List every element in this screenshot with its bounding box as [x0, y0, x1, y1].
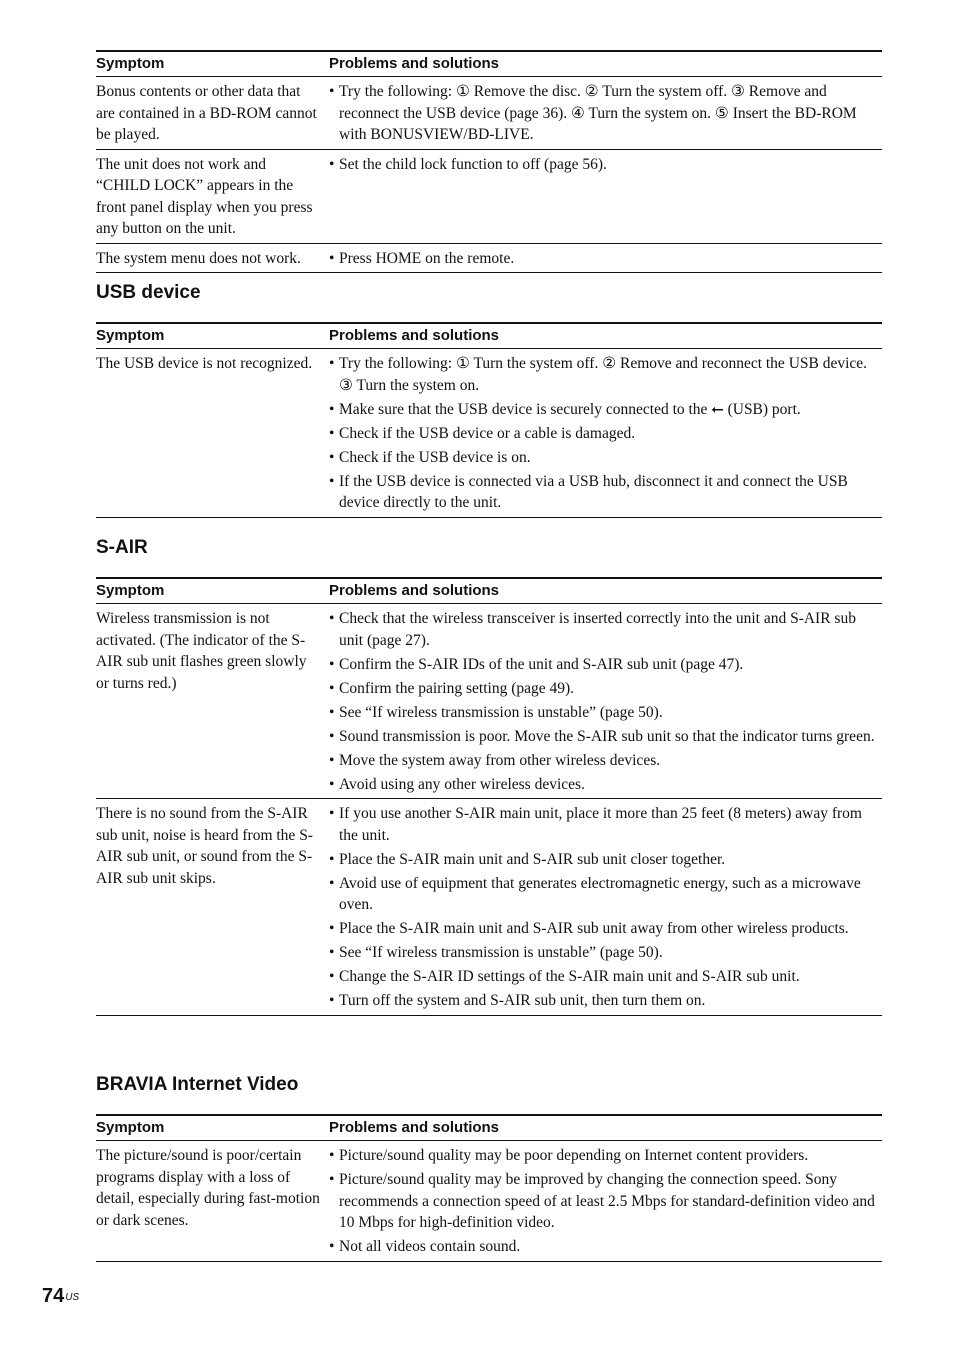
- symptom-header: Symptom: [96, 323, 329, 349]
- page-number: [42, 1283, 79, 1309]
- solutions-list: [329, 154, 876, 176]
- list-item: • Picture/sound quality may be improved by changing the connection speed. Sony recommends a connection speed of at least 2.5 Mbps for standard-definition video and 10 Mbps for high-definition video.: [329, 1169, 876, 1234]
- symptom-header: Symptom: [96, 1115, 329, 1141]
- solutions-header: Problems and solutions: [329, 1115, 882, 1141]
- page-region: US: [65, 1292, 80, 1303]
- table-row: [96, 243, 882, 273]
- section-title-bravia-internet-video: BRAVIA Internet Video: [96, 1074, 299, 1095]
- symptom-cell: Bonus contents or other data that are contained in a BD-ROM cannot be played.: [96, 77, 329, 150]
- solutions-header: Problems and solutions: [329, 578, 882, 604]
- solutions-list: [329, 803, 876, 1012]
- symptom-cell: The USB device is not recognized.: [96, 349, 329, 518]
- table-header-row: [96, 323, 882, 349]
- table-header-row: [96, 51, 882, 77]
- list-item: • Press HOME on the remote.: [329, 248, 876, 270]
- symptom-cell: The picture/sound is poor/certain programs display with a loss of detail, especially during fast-motion or dark scenes.: [96, 1141, 329, 1262]
- page-number-value: 74: [42, 1285, 65, 1307]
- list-item: • Turn off the system and S-AIR sub unit, then turn them on.: [329, 990, 876, 1012]
- solutions-cell: [329, 1141, 882, 1262]
- table-header-row: [96, 1115, 882, 1141]
- solutions-cell: [329, 77, 882, 150]
- solutions-header: Problems and solutions: [329, 323, 882, 349]
- list-item: • Try the following: ① Turn the system off. ② Remove and reconnect the USB device. ③ Turn the system on.: [329, 353, 876, 396]
- solutions-cell: [329, 243, 882, 273]
- solutions-list: [329, 1145, 876, 1258]
- table-header-row: [96, 578, 882, 604]
- symptom-cell: The unit does not work and “CHILD LOCK” appears in the front panel display when you press any button on the unit.: [96, 149, 329, 243]
- list-item: • Not all videos contain sound.: [329, 1236, 876, 1258]
- symptom-cell: There is no sound from the S-AIR sub unit, noise is heard from the S-AIR sub unit, or sound from the S-AIR sub unit skips.: [96, 799, 329, 1016]
- solutions-header: Problems and solutions: [329, 51, 882, 77]
- list-item: • Confirm the S-AIR IDs of the unit and S-AIR sub unit (page 47).: [329, 654, 876, 676]
- list-item: • Move the system away from other wireless devices.: [329, 750, 876, 772]
- section-title-usb-device: USB device: [96, 282, 201, 303]
- solutions-cell: [329, 349, 882, 518]
- list-item: • Make sure that the USB device is securely connected to the ⭠ (USB) port.: [329, 399, 876, 421]
- table-row: [96, 799, 882, 1016]
- symptom-header: Symptom: [96, 51, 329, 77]
- solutions-list: [329, 353, 876, 514]
- list-item: • See “If wireless transmission is unstable” (page 50).: [329, 942, 876, 964]
- table-row: [96, 604, 882, 799]
- table-row: [96, 349, 882, 518]
- table-row: [96, 1141, 882, 1262]
- solutions-list: [329, 248, 876, 270]
- list-item: • Set the child lock function to off (page 56).: [329, 154, 876, 176]
- list-item: • Check that the wireless transceiver is inserted correctly into the unit and S-AIR sub unit (page 27).: [329, 608, 876, 651]
- list-item: • Place the S-AIR main unit and S-AIR sub unit closer together.: [329, 849, 876, 871]
- troubleshooting-table-bravia: [96, 1114, 882, 1262]
- symptom-cell: Wireless transmission is not activated. (The indicator of the S-AIR sub unit flashes green slowly or turns red.): [96, 604, 329, 799]
- symptom-header: Symptom: [96, 578, 329, 604]
- list-item: • If you use another S-AIR main unit, place it more than 25 feet (8 meters) away from the unit.: [329, 803, 876, 846]
- table-row: [96, 77, 882, 150]
- solutions-list: [329, 608, 876, 795]
- solutions-cell: [329, 604, 882, 799]
- list-item: • Sound transmission is poor. Move the S-AIR sub unit so that the indicator turns green.: [329, 726, 876, 748]
- list-item: • Place the S-AIR main unit and S-AIR sub unit away from other wireless products.: [329, 918, 876, 940]
- list-item: • Confirm the pairing setting (page 49).: [329, 678, 876, 700]
- list-item: • Change the S-AIR ID settings of the S-AIR main unit and S-AIR sub unit.: [329, 966, 876, 988]
- list-item: • Check if the USB device is on.: [329, 447, 876, 469]
- troubleshooting-table-s-air: [96, 577, 882, 1016]
- list-item: • If the USB device is connected via a USB hub, disconnect it and connect the USB device directly to the unit.: [329, 471, 876, 514]
- table-row: [96, 149, 882, 243]
- list-item: • Picture/sound quality may be poor depending on Internet content providers.: [329, 1145, 876, 1167]
- solutions-list: [329, 81, 876, 146]
- list-item: • Avoid using any other wireless devices.: [329, 774, 876, 796]
- solutions-cell: [329, 799, 882, 1016]
- solutions-cell: [329, 149, 882, 243]
- section-title-s-air: S-AIR: [96, 537, 148, 558]
- list-item: • Try the following: ① Remove the disc. ② Turn the system off. ③ Remove and reconnect the USB device (page 36). ④ Turn the system on. ⑤ Insert the BD-ROM with BONUSVIEW/BD-LIVE.: [329, 81, 876, 146]
- list-item: • Avoid use of equipment that generates electromagnetic energy, such as a microwave oven.: [329, 873, 876, 916]
- list-item: • Check if the USB device or a cable is damaged.: [329, 423, 876, 445]
- list-item: • See “If wireless transmission is unstable” (page 50).: [329, 702, 876, 724]
- troubleshooting-table-usb: [96, 322, 882, 518]
- symptom-cell: The system menu does not work.: [96, 243, 329, 273]
- troubleshooting-table-general: [96, 50, 882, 273]
